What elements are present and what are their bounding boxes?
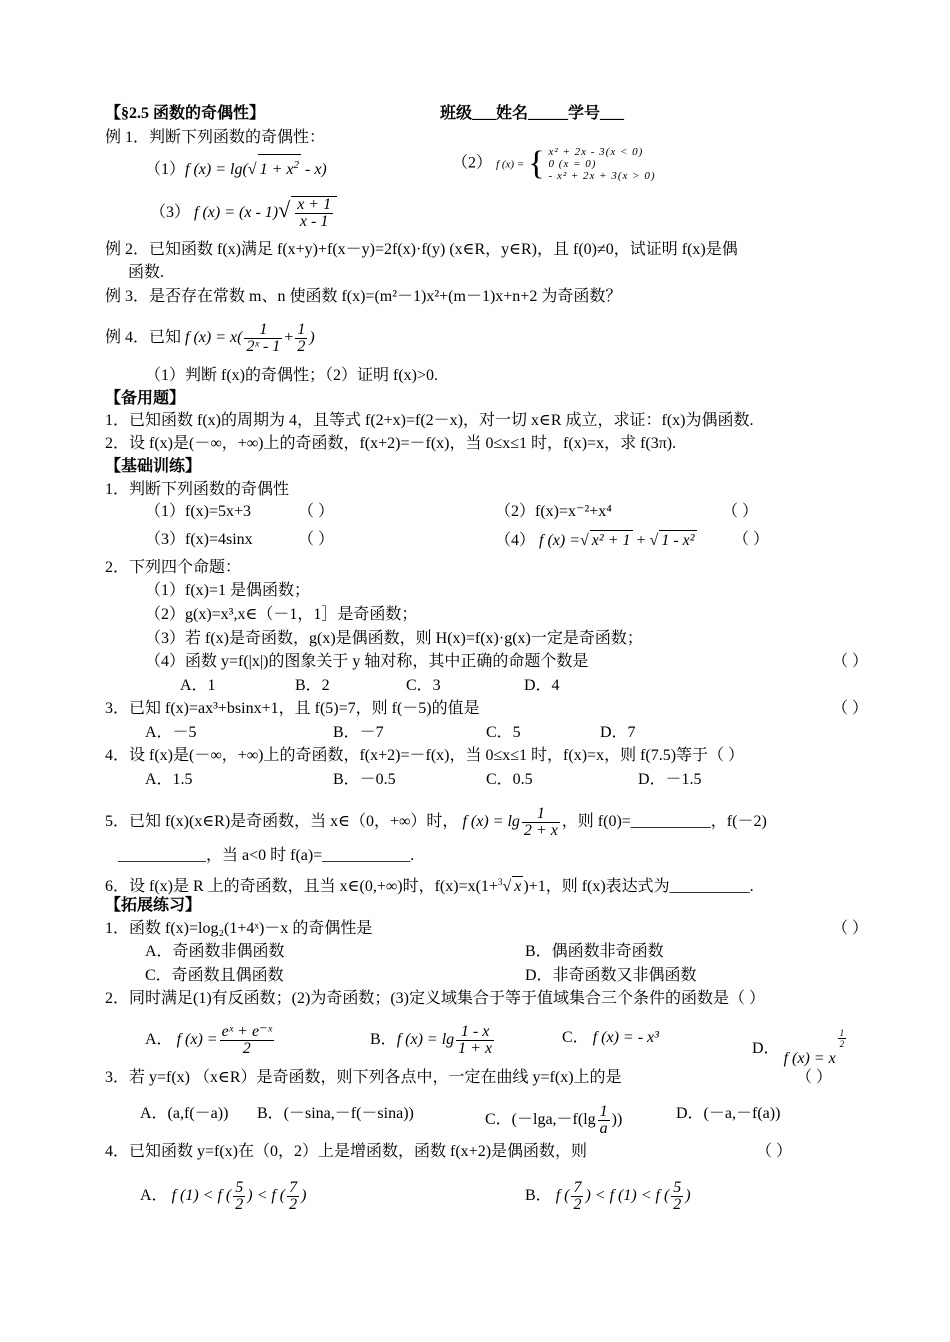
backup-heading: 【备用题】 <box>105 390 186 407</box>
basic-q2: 2．下列四个命题： <box>105 559 242 576</box>
option[interactable]: C．奇函数且偶函数 <box>145 967 284 984</box>
ext-q1: 1．函数 f(x)=log₂(1+4ˣ)－x 的奇偶性是 <box>105 920 373 937</box>
basic-q1-3: （3）f(x)=4sinx <box>145 531 253 548</box>
answer-paren[interactable]: （ ） <box>832 920 869 937</box>
basic-q2-4: （4）函数 y=f(|x|)的图象关于 y 轴对称，其中正确的命题个数是 <box>145 653 589 670</box>
example-1-part-3: （3） f (x) = (x - 1)√ $\frac{x + 1}{x - 1}$ <box>150 196 337 230</box>
ext-q4: 4．已知函数 y=f(x)在（0，2）上是增函数，函数 f(x+2)是偶函数，则 <box>105 1143 588 1160</box>
option[interactable]: A．(a,f(－a)) <box>140 1105 229 1122</box>
answer-paren[interactable]: （ ） <box>832 700 869 717</box>
ext-q3: 3．若 y=f(x) （x∈R）是奇函数，则下列各点中，一定在曲线 y=f(x)上的是 <box>105 1069 622 1086</box>
basic-q1: 1．判断下列函数的奇偶性 <box>105 481 290 498</box>
basic-q5-cont: ___________，当 a<0 时 f(a)=___________. <box>118 847 415 864</box>
basic-heading: 【基础训练】 <box>105 458 202 475</box>
option[interactable]: D． f (x) = x $\frac{1}{2}$ <box>752 1028 845 1067</box>
option[interactable]: C．(－lga,－f(lg $\frac{1}{a}$ )) <box>485 1103 623 1137</box>
option[interactable]: D．4 <box>524 677 560 694</box>
option[interactable]: A．1 <box>180 677 216 694</box>
answer-paren[interactable]: （ ） <box>298 531 335 548</box>
page-title: 【§2.5 函数的奇偶性】 <box>105 105 266 122</box>
option[interactable]: B． f ( $\frac{7}{2}$ ) < f (1) < f ( $\frac{5}{2}$ ) <box>525 1179 691 1213</box>
basic-q1-2: （2）f(x)=x⁻²+x⁴ <box>495 503 612 520</box>
name-blank[interactable]: _____ <box>528 105 569 122</box>
class-blank[interactable]: ___ <box>472 105 497 122</box>
example-4: 例 4．已知 f (x) = x( $\frac{1}{\text{2ˣ - 1}}$ + $\frac{1}{2}$ ) <box>105 321 315 355</box>
option[interactable]: B．f (x) = lg $\frac{1 - x}{1 + x}$ <box>370 1023 493 1057</box>
backup-q2: 2．设 f(x)是(－∞，+∞)上的奇函数，f(x+2)=－f(x)，当 0≤x≤1 时，f(x)=x，求 f(3π). <box>105 435 677 452</box>
option[interactable]: D．7 <box>600 724 636 741</box>
option[interactable]: B．偶函数非奇函数 <box>525 943 664 960</box>
option[interactable]: C．5 <box>486 724 521 741</box>
example-1-part-2: （2） f (x) = { x² + 2x - 3(x < 0) 0 (x = 0) - x² + 2x + 3(x > 0) <box>452 145 656 182</box>
option[interactable]: B．(－sina,－f(－sina)) <box>257 1105 414 1122</box>
option[interactable]: A．1.5 <box>145 771 193 788</box>
answer-paren[interactable]: （ ） <box>832 653 869 670</box>
example-1-part-1: （1）f (x) = lg(√ $1 + x^2 - x$) <box>145 154 327 180</box>
answer-paren[interactable]: （ ） <box>733 531 770 548</box>
basic-q1-1: （1）f(x)=5x+3 <box>145 503 252 520</box>
option[interactable]: C．3 <box>406 677 441 694</box>
basic-q2-3: （3）若 f(x)是奇函数，g(x)是偶函数，则 H(x)=f(x)·g(x)一定是奇函数； <box>145 630 643 647</box>
backup-q1: 1．已知函数 f(x)的周期为 4，且等式 f(2+x)=f(2－x)，对一切 x∈R 成立，求证：f(x)为偶函数. <box>105 412 754 429</box>
example-3: 例 3．是否存在常数 m、n 使函数 f(x)=(m²－1)x²+(m－1)x+n+2 为奇函数？ <box>105 288 622 305</box>
option[interactable]: A．奇函数非偶函数 <box>145 943 285 960</box>
student-info: 班级___姓名_____学号___ <box>440 105 625 122</box>
answer-paren[interactable]: （ ） <box>722 503 759 520</box>
option[interactable]: B．－7 <box>333 724 384 741</box>
option[interactable]: A．－5 <box>145 724 197 741</box>
example-4-question: （1）判断 f(x)的奇偶性；（2）证明 f(x)>0. <box>145 367 438 384</box>
basic-q2-2: （2）g(x)=x³,x∈（－1，1］是奇函数； <box>145 606 418 623</box>
option[interactable]: A． f (1) < f ( $\frac{5}{2}$ ) < f ( $\frac{7}{2}$ ) <box>140 1179 307 1213</box>
basic-q2-1: （1）f(x)=1 是偶函数； <box>145 582 311 599</box>
basic-q4: 4．设 f(x)是(－∞，+∞)上的奇函数，f(x+2)=－f(x)，当 0≤x≤1 时，f(x)=x，则 f(7.5)等于（ ） <box>105 747 745 764</box>
basic-q3: 3．已知 f(x)=ax³+bsinx+1，且 f(5)=7，则 f(－5)的值是 <box>105 700 480 717</box>
answer-paren[interactable]: （ ） <box>298 503 335 520</box>
option[interactable]: D．－1.5 <box>638 771 702 788</box>
basic-q1-4: （4） f (x) =√ x² + 1 + √ 1 - x² <box>495 532 695 549</box>
example-2: 例 2．已知函数 f(x)满足 f(x+y)+f(x－y)=2f(x)·f(y) (x∈R，y∈R)，且 f(0)≠0，试证明 f(x)是偶 <box>105 241 738 258</box>
ext-heading: 【拓展练习】 <box>105 897 202 914</box>
option[interactable]: A． f (x) = $\frac{\text{eˣ + e⁻ˣ}}{2}$ <box>145 1023 273 1057</box>
example-2-cont: 函数. <box>128 264 165 281</box>
option[interactable]: C． f (x) = - x³ <box>562 1029 659 1046</box>
answer-paren[interactable]: （ ） <box>756 1143 793 1160</box>
option[interactable]: B．－0.5 <box>333 771 396 788</box>
basic-q5: 5．已知 f(x)(x∈R)是奇函数，当 x∈（0，+∞）时， f (x) = lg $\frac{1}{2 + x}$ ，则 f(0)=__________，f(－2) <box>105 805 767 839</box>
number-blank[interactable]: ___ <box>600 105 625 122</box>
answer-paren[interactable]: （ ） <box>796 1069 833 1086</box>
ext-q2: 2．同时满足(1)有反函数；(2)为奇函数；(3)定义域集合于等于值域集合三个条件的函数是（ ） <box>105 990 765 1007</box>
example-1-intro: 例 1．判断下列函数的奇偶性： <box>105 129 326 146</box>
option[interactable]: B．2 <box>295 677 330 694</box>
basic-q6: 6．设 f(x)是 R 上的奇函数，且当 x∈(0,+∞)时，f(x)=x(1+$^3$√ x )+1，则 f(x)表达式为__________. <box>105 877 754 895</box>
option[interactable]: D．非奇函数又非偶函数 <box>525 967 697 984</box>
option[interactable]: C．0.5 <box>486 771 533 788</box>
option[interactable]: D．(－a,－f(a)) <box>676 1105 781 1122</box>
